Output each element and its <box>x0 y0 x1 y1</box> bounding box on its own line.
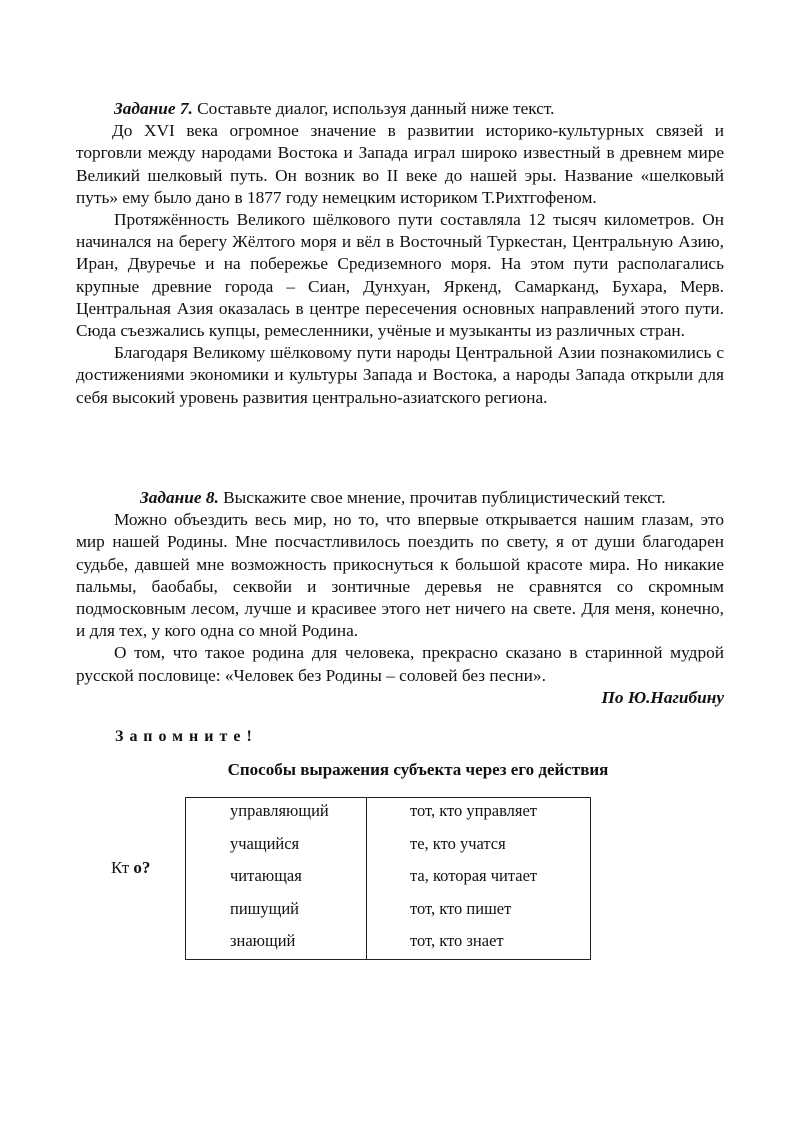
actions-table <box>185 797 591 960</box>
task-7-instruction: Составьте диалог, используя данный ниже текст. <box>192 99 555 118</box>
table-word-5: знающий <box>230 931 296 950</box>
who-suffix: о? <box>133 858 151 877</box>
table-meaning-5: тот, кто знает <box>410 931 504 950</box>
task-8-paragraph-2: О том, что такое родина для человека, прекрасно сказано в старинной мудрой русской пословице: «Человек без Родины – соловей без песни». <box>76 643 724 685</box>
table-word-2: учащийся <box>230 834 300 853</box>
table-word-1: управляющий <box>230 801 329 820</box>
task-7-paragraph-2: Протяжённость Великого шёлкового пути составляла 12 тысяч километров. Он начинался на берегу Жёлтого моря и вёл в Восточный Туркестан, Центральную Азию, Иран, Двуречье и на побережье Средиземного моря. На этом пути располагались крупные древние города – Сиан, Дунхуан, Яркенд, Самарканд, Бухара, Мерв. Центральная Азия оказалась в центре пересечения основных направлений этого пути. Сюда съезжались купцы, ремесленники, учёные и музыканты из различных стран. <box>76 210 724 341</box>
table-title: Способы выражения субъекта через его действия <box>227 760 609 779</box>
task-7-section <box>76 98 724 409</box>
task-8-instruction: Выскажите свое мнение, прочитав публицистический текст. <box>218 488 666 507</box>
task-8-label: Задание 8. <box>140 488 219 507</box>
task-8-heading <box>76 487 724 509</box>
table-word-4: пишущий <box>230 899 299 918</box>
task-7-heading <box>76 98 724 120</box>
task-8-paragraph-1: Можно объездить весь мир, но то, что впервые открывается нашим глазам, это мир нашей Родины. Мне посчастливилось поездить по свету, я от души благодарен судьбе, давшей мне возможность прикоснуться к большой красоте мира. Но никакие пальмы, баобабы, секвойи и зонтичные деревья не сравнятся со скромным подмосковным лесом, лучше и красивее этого нет ничего на свете. Для меня, конечно, и для тех, у кого одна со мной Родина. <box>76 510 724 641</box>
task-7-paragraph-3: Благодаря Великому шёлковому пути народы Центральной Азии познакомились с достижениями экономики и культуры Запада и Востока, а народы Запада открыли для себя высокий уровень развития центрально-азиатского региона. <box>76 343 724 407</box>
table-word-3: читающая <box>230 866 302 885</box>
task-7-paragraph-1: До XVI века огромное значение в развитии историко-культурных связей и торговли между народами Востока и Запада играл широко известный в древнем мире Великий шелковый путь. Он возник во II веке до нашей эры. Название «шелковый путь» ему было дано в 1877 году немецким историком Т.Рихтгофеном. <box>76 121 724 207</box>
table-column-divider <box>366 798 367 959</box>
remember-heading: Запомните! <box>115 728 258 745</box>
table-meaning-1: тот, кто управляет <box>410 801 537 820</box>
task-8-author: По Ю.Нагибину <box>601 687 724 707</box>
task-8-section <box>76 487 724 709</box>
task-7-label: Задание 7. <box>114 99 193 118</box>
who-prefix: Кт <box>111 858 130 877</box>
table-meaning-4: тот, кто пишет <box>410 899 512 918</box>
table-meaning-2: те, кто учатся <box>410 834 506 853</box>
table-meaning-3: та, которая читает <box>410 866 538 885</box>
who-question <box>111 858 150 878</box>
